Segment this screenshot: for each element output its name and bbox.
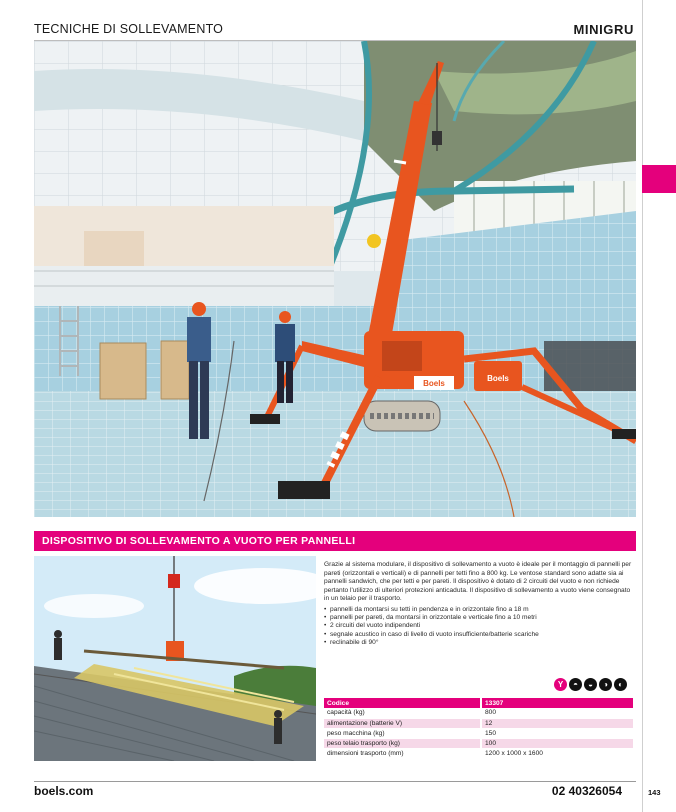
spec-table bbox=[324, 698, 635, 759]
spec-label: alimentazione (batterie V) bbox=[324, 718, 481, 728]
table-row bbox=[324, 748, 634, 758]
helmet-icon: ◒ bbox=[584, 678, 597, 691]
spec-header-row bbox=[324, 698, 634, 708]
crane-brand-label: Boels bbox=[423, 379, 445, 388]
feature-item: • pannelli per pareti, da montarsi in orizzontale e verticale fino a 10 metri bbox=[324, 614, 634, 622]
table-row bbox=[324, 738, 634, 748]
side-tab-marker bbox=[642, 165, 676, 193]
website-link[interactable]: boels.com bbox=[34, 784, 94, 798]
hardhat-icon: ◐ bbox=[614, 678, 627, 691]
page-edge-divider bbox=[642, 0, 643, 812]
table-row bbox=[324, 708, 634, 718]
section-title-bar bbox=[34, 531, 636, 551]
table-row bbox=[324, 728, 634, 738]
spec-label: peso telaio trasporto (kg) bbox=[324, 738, 481, 748]
spec-label: dimensioni trasporto (mm) bbox=[324, 748, 481, 758]
ear-protection-icon: ◑ bbox=[599, 678, 612, 691]
safety-icons bbox=[554, 678, 627, 691]
phone-number: 02 40326054 bbox=[551, 784, 622, 798]
footer-divider bbox=[34, 781, 636, 782]
page-number: 143 bbox=[648, 788, 661, 797]
spec-value: 800 bbox=[481, 708, 634, 718]
feature-item: • 2 circuiti del vuoto indipendenti bbox=[324, 622, 634, 630]
section-heading: TECNICHE DI SOLLEVAMENTO bbox=[34, 22, 224, 36]
feature-list bbox=[324, 606, 634, 647]
table-row bbox=[324, 718, 634, 728]
spec-value: 150 bbox=[481, 728, 634, 738]
spec-code-value: 13307 bbox=[481, 698, 634, 708]
feature-item: • reclinabile di 90° bbox=[324, 639, 634, 647]
vacuum-lifter-photo bbox=[34, 556, 316, 761]
spec-code-label: Codice bbox=[324, 698, 481, 708]
spec-label: capacità (kg) bbox=[324, 708, 481, 718]
main-photo-spider-crane bbox=[34, 41, 636, 517]
feature-item: • segnale acustico in caso di livello di vuoto insufficiente/batterie scariche bbox=[324, 631, 634, 639]
feature-item: • pannelli da montarsi su tetti in pendenza e in orizzontale fino a 18 m bbox=[324, 606, 634, 614]
y-badge-icon: Y bbox=[554, 678, 567, 691]
spec-value: 12 bbox=[481, 718, 634, 728]
goggles-icon: ◓ bbox=[569, 678, 582, 691]
spec-value: 100 bbox=[481, 738, 634, 748]
section-title: DISPOSITIVO DI SOLLEVAMENTO A VUOTO PER PANNELLI bbox=[42, 535, 356, 547]
crane-rear-label: Boels bbox=[487, 374, 509, 383]
spec-label: peso macchina (kg) bbox=[324, 728, 481, 738]
category-heading: MINIGRU bbox=[573, 22, 634, 37]
spec-value: 1200 x 1000 x 1600 bbox=[481, 748, 634, 758]
product-description: Grazie al sistema modulare, il dispositivo di sollevamento a vuoto è ideale per il montaggio di pannelli per pareti (orizzontali e verticali) e di pannelli per tetti fino a 800 kg. Le ventose standard sono adatte sia ai pannelli sandwich, che per tetti e per pareti. Il dispositivo è dotato di 2 circuiti del vuoto e non richiede pertanto l'utilizzo di ulteriori protezioni anticaduta. Il dispositivo di sollevamento a vuoto viene consegnato in un telaio per il trasporto. bbox=[324, 561, 632, 603]
